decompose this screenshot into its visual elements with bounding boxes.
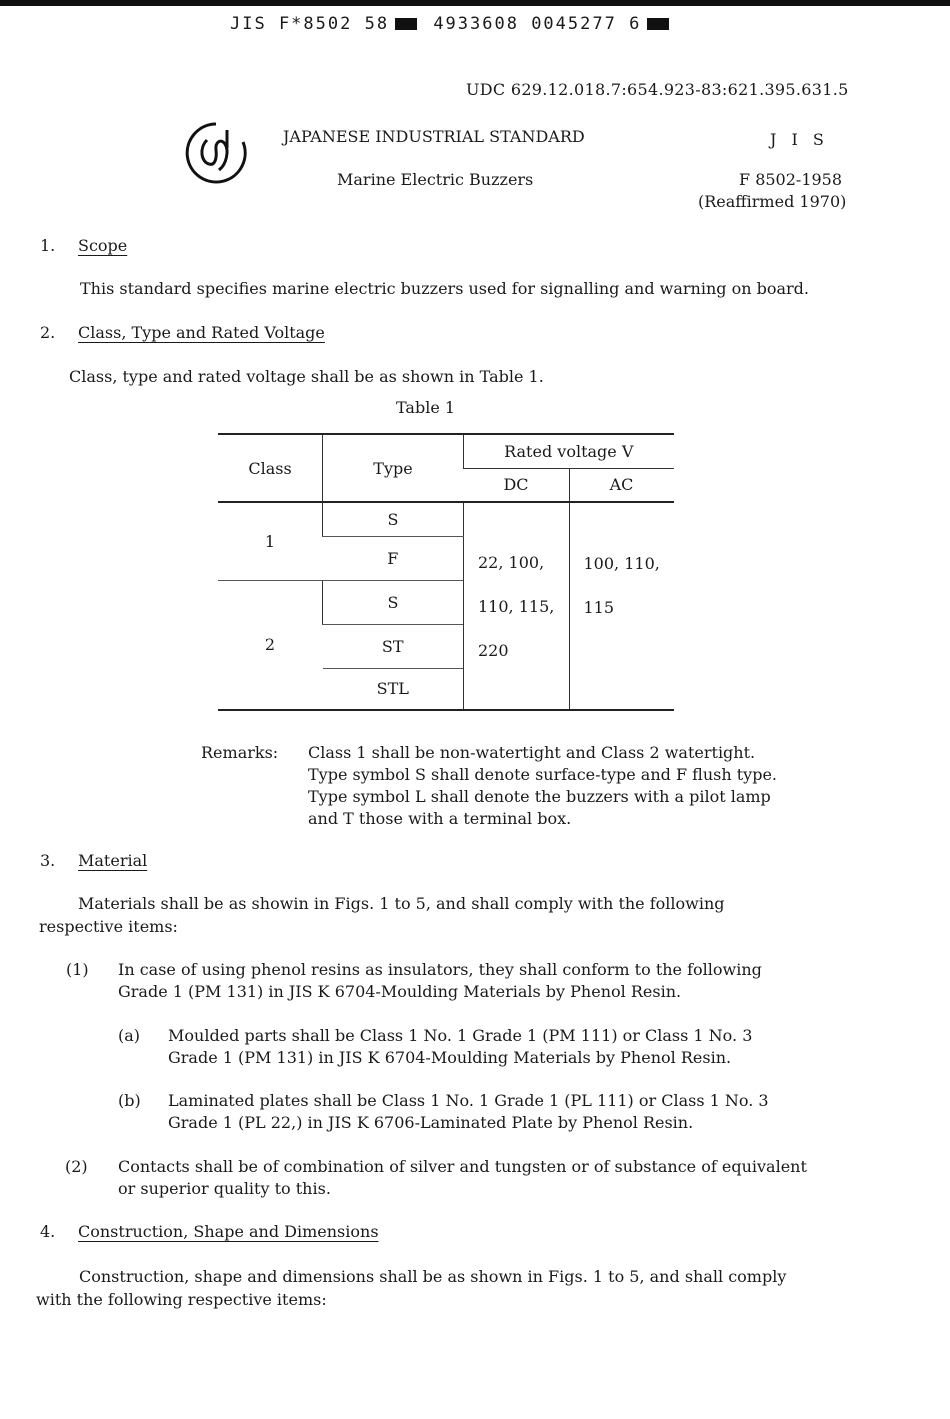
dc-values-cell bbox=[464, 502, 570, 710]
document-title: Marine Electric Buzzers bbox=[337, 170, 534, 189]
header-rated-voltage: Rated voltage V bbox=[464, 434, 674, 468]
section-heading-construction bbox=[40, 1222, 379, 1241]
item-text bbox=[118, 959, 762, 1003]
type-cell: F bbox=[323, 536, 464, 580]
scope-paragraph: This standard specifies marine electric buzzers used for signalling and warning on board. bbox=[80, 279, 810, 298]
section-heading-scope bbox=[40, 236, 127, 255]
item-line: Grade 1 (PM 131) in JIS K 6704-Moulding Materials by Phenol Resin. bbox=[118, 982, 682, 1001]
class-type-paragraph: Class, type and rated voltage shall be as shown in Table 1. bbox=[69, 367, 544, 386]
jis-mark: J I S bbox=[770, 130, 829, 149]
section-title: Class, Type and Rated Voltage bbox=[78, 323, 325, 342]
standard-title: JAPANESE INDUSTRIAL STANDARD bbox=[283, 127, 585, 146]
header-type: Type bbox=[323, 434, 464, 502]
item-label: (2) bbox=[65, 1157, 88, 1176]
type-cell: S bbox=[323, 502, 464, 536]
document-id-strip bbox=[230, 14, 673, 34]
jis-logo-icon bbox=[183, 120, 249, 186]
item-line: In case of using phenol resins as insulators, they shall conform to the following bbox=[118, 960, 762, 979]
remarks-text bbox=[308, 742, 777, 830]
remark-line: Type symbol L shall denote the buzzers with a pilot lamp bbox=[308, 787, 771, 806]
dc-value: 110, 115, bbox=[478, 597, 555, 616]
section-number: 1. bbox=[40, 236, 56, 255]
marker-block bbox=[647, 18, 669, 30]
type-cell: STL bbox=[323, 668, 464, 710]
material-paragraph-line: respective items: bbox=[39, 917, 178, 936]
dc-value: 22, 100, bbox=[478, 553, 545, 572]
item-text bbox=[118, 1156, 807, 1200]
subitem-text bbox=[168, 1025, 752, 1069]
section-number: 4. bbox=[40, 1222, 56, 1241]
type-cell: S bbox=[323, 580, 464, 624]
section-title: Construction, Shape and Dimensions bbox=[78, 1222, 379, 1241]
remark-line: Type symbol S shall denote surface-type and F flush type. bbox=[308, 765, 777, 784]
subitem-label: (a) bbox=[118, 1026, 141, 1045]
type-cell: ST bbox=[323, 624, 464, 668]
section-heading-class-type bbox=[40, 323, 325, 342]
class-1-cell: 1 bbox=[218, 502, 323, 580]
reaffirmed-note: (Reaffirmed 1970) bbox=[698, 192, 847, 211]
section-number: 2. bbox=[40, 323, 56, 342]
construction-paragraph-line: with the following respective items: bbox=[36, 1290, 327, 1309]
udc-classification: UDC 629.12.018.7:654.923-83:621.395.631.5 bbox=[466, 80, 849, 99]
section-heading-material bbox=[40, 851, 147, 870]
document-serial: 4933608 0045277 6 bbox=[433, 14, 642, 34]
subitem-label: (b) bbox=[118, 1091, 141, 1110]
class-2-cell: 2 bbox=[218, 580, 323, 710]
remarks-label: Remarks: bbox=[201, 743, 279, 762]
section-title: Scope bbox=[78, 236, 128, 255]
marker-block bbox=[395, 18, 417, 30]
top-border bbox=[0, 0, 950, 6]
ac-value: 115 bbox=[583, 598, 615, 617]
material-paragraph-line: Materials shall be as showin in Figs. 1 to 5, and shall comply with the following bbox=[78, 894, 725, 913]
standard-code: F 8502-1958 bbox=[739, 170, 843, 189]
item-line: Grade 1 (PM 131) in JIS K 6704-Moulding Materials by Phenol Resin. bbox=[168, 1048, 732, 1067]
document-id-code: JIS F*8502 58 bbox=[230, 14, 390, 34]
item-line: Laminated plates shall be Class 1 No. 1 Grade 1 (PL 111) or Class 1 No. 3 bbox=[168, 1091, 769, 1110]
dc-value: 220 bbox=[478, 641, 509, 660]
section-title: Material bbox=[78, 851, 148, 870]
header-dc: DC bbox=[503, 475, 529, 495]
ac-value: 100, 110, bbox=[583, 554, 660, 573]
item-line: or superior quality to this. bbox=[118, 1179, 331, 1198]
item-label: (1) bbox=[66, 960, 89, 979]
remark-line: and T those with a terminal box. bbox=[308, 809, 572, 828]
item-line: Moulded parts shall be Class 1 No. 1 Grade 1 (PM 111) or Class 1 No. 3 bbox=[168, 1026, 753, 1045]
construction-paragraph-line: Construction, shape and dimensions shall be as shown in Figs. 1 to 5, and shall comply bbox=[79, 1267, 787, 1286]
header-class: Class bbox=[248, 458, 292, 478]
header-ac: AC bbox=[569, 468, 674, 502]
remark-line: Class 1 shall be non-watertight and Class 2 watertight. bbox=[308, 743, 756, 762]
rated-voltage-table bbox=[218, 433, 674, 711]
ac-values-cell bbox=[569, 502, 674, 710]
item-line: Grade 1 (PL 22,) in JIS K 6706-Laminated Plate by Phenol Resin. bbox=[168, 1113, 694, 1132]
section-number: 3. bbox=[40, 851, 56, 870]
item-line: Contacts shall be of combination of silver and tungsten or of substance of equivalent bbox=[118, 1157, 807, 1176]
table-caption: Table 1 bbox=[396, 398, 456, 417]
subitem-text bbox=[168, 1090, 769, 1134]
